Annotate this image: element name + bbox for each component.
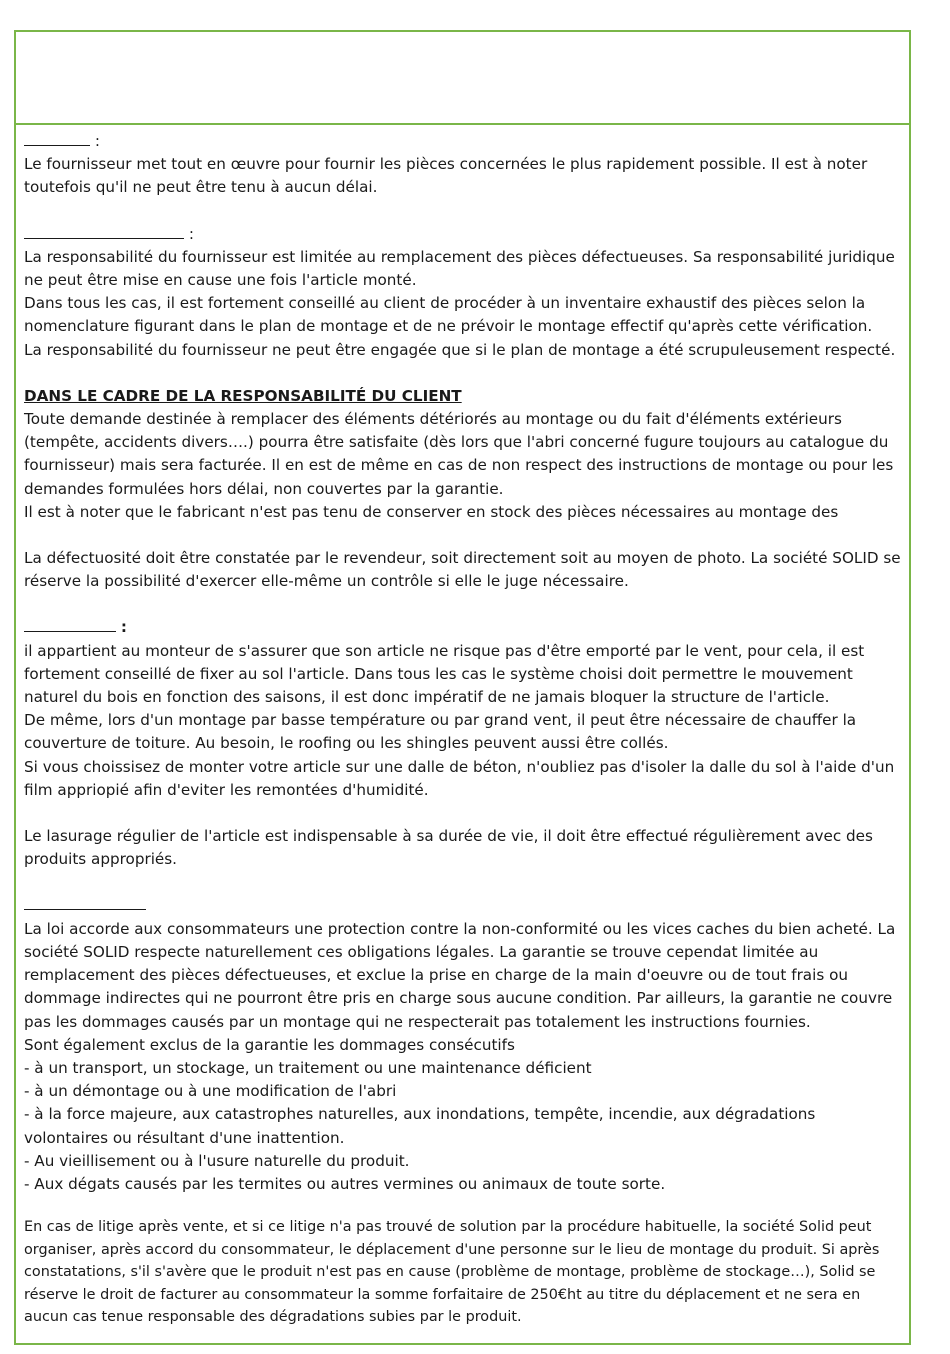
assembly-p3: Si vous choissisez de monter votre article sur une dalle de béton, n'oubliez pas d'isoler la dalle du sol à l'aide d'un film appriopié afin d'eviter les remontées d'humidité. xyxy=(24,757,895,799)
assembly-p4: Le lasurage régulier de l'article est indispensable à sa durée de vie, il doit être effectué régulièrement avec des produits appropriés. xyxy=(24,827,873,869)
blank-heading-line xyxy=(24,224,184,239)
spacer xyxy=(24,524,904,547)
heading-colon: : xyxy=(188,224,194,243)
warranty-item: - Aux dégats causés par les termites ou autres vermines ou animaux de toute sorte. xyxy=(24,1174,666,1193)
supplier-liability-p1: La responsabilité du fournisseur est limitée au remplacement des pièces défectueuses. Sa responsabilité juridique ne peut être mise en cause une fois l'article monté. xyxy=(24,247,895,290)
assembly-p2: De même, lors d'un montage par basse température ou par grand vent, il peut être nécessaire de chauffer la couverture de toiture. Au besoin, le roofing ou les shingles peuvent aussi être collés. xyxy=(24,711,857,753)
client-liability-p2: Il est à noter que le fabricant n'est pas tenu de conserver en stock des pièces nécessaires au montage des xyxy=(24,502,839,521)
warranty-item: - à un démontage ou à une modification de l'abri xyxy=(24,1082,397,1101)
spacer xyxy=(24,593,904,616)
spacer xyxy=(24,200,904,223)
warranty-item: - à la force majeure, aux catastrophes naturelles, aux inondations, tempête, incendie, aux dégradations volontaires ou résultant d'une inattention. xyxy=(24,1105,816,1147)
assembly-heading xyxy=(24,616,904,639)
client-liability-p3: La défectuosité doit être constatée par le revendeur, soit directement soit au moyen de photo. La société SOLID se réserve la possibilité d'exercer elle-même un contrôle si elle le juge nécessaire. xyxy=(24,549,901,591)
heading-colon: : xyxy=(94,132,100,150)
spacer xyxy=(24,362,904,385)
page-frame xyxy=(14,30,911,1345)
assembly-p1: il appartient au monteur de s'assurer que son article ne risque pas d'être emporté par le vent, pour cela, il est fortement conseillé de fixer au sol l'article. Dans tous les cas le système choisi doit permettre le mouvement naturel du bois en fonction des saisons, il est donc impératif de ne jamais bloquer la structure de l'article. xyxy=(24,641,865,707)
warranty-p2: Sont également exclus de la garantie les dommages consécutifs xyxy=(24,1035,515,1054)
supplier-liability-p2: Dans tous les cas, il est fortement conseillé au client de procéder à un inventaire exhaustif des pièces selon la nomenclature figurant dans le plan de montage et de ne prévoir le montage effectif qu'après cette vérification. xyxy=(24,294,873,336)
blank-heading-line xyxy=(24,617,116,632)
dispute-paragraph: En cas de litige après vente, et si ce litige n'a pas trouvé de solution par la procédure habituelle, la société Solid peut organiser, après accord du consommateur, le déplacement d'une personne sur le lieu de montage du produit. Si après constatations, s'il s'avère que le produit n'est pas en cause (problème de montage, problème de stockage…), Solid se réserve le droit de facturer au consommateur la somme forfaitaire de 250€ht au titre du déplacement et ne sera en aucun cas tenue responsable des dégradations subies par le produit. xyxy=(24,1219,880,1326)
document-body xyxy=(24,130,904,1329)
blank-heading-line xyxy=(24,895,146,910)
header-box xyxy=(16,32,909,125)
warranty-item: - Au vieillisement ou à l'usure naturelle du produit. xyxy=(24,1151,410,1170)
client-liability-heading: DANS LE CADRE DE LA RESPONSABILITÉ DU CLIENT xyxy=(24,386,462,405)
warranty-item: - à un transport, un stockage, un traitement ou une maintenance déficient xyxy=(24,1058,592,1077)
supplier-liability-p3: La responsabilité du fournisseur ne peut être engagée que si le plan de montage a été scrupuleusement respecté. xyxy=(24,340,896,359)
delivery-heading xyxy=(24,130,904,153)
spacer xyxy=(24,871,904,894)
client-liability-p1: Toute demande destinée à remplacer des éléments détériorés au montage ou du fait d'éléments extérieurs (tempête, accidents divers….) pourra être satisfaite (dès lors que l'abri concerné fugure toujours au catalogue du fournisseur) mais sera facturée. Il en est de même en cas de non respect des instructions de montage ou pour les demandes formulées hors délai, non couvertes par la garantie. xyxy=(24,410,894,498)
delivery-text: Le fournisseur met tout en œuvre pour fournir les pièces concernées le plus rapidement possible. Il est à noter toutefois qu'il ne peut être tenu à aucun délai. xyxy=(24,155,868,197)
spacer xyxy=(24,1196,904,1216)
spacer xyxy=(24,802,904,825)
warranty-heading xyxy=(24,894,904,917)
supplier-liability-heading xyxy=(24,223,904,246)
warranty-p1: La loi accorde aux consommateurs une protection contre la non-conformité ou les vices caches du bien acheté. La société SOLID respecte naturellement ces obligations légales. La garantie se trouve cependat limitée au remplacement des pièces défectueuses, et exclue la prise en charge de la main d'oeuvre ou de tout frais ou dommage indirectes qui ne pourront être pris en charge sous aucune condition. Par ailleurs, la garantie ne couvre pas les dommages causés par un montage qui ne respecterait pas totalement les instructions fournies. xyxy=(24,919,896,1031)
heading-colon: : xyxy=(120,618,127,637)
blank-heading-line xyxy=(24,131,90,146)
